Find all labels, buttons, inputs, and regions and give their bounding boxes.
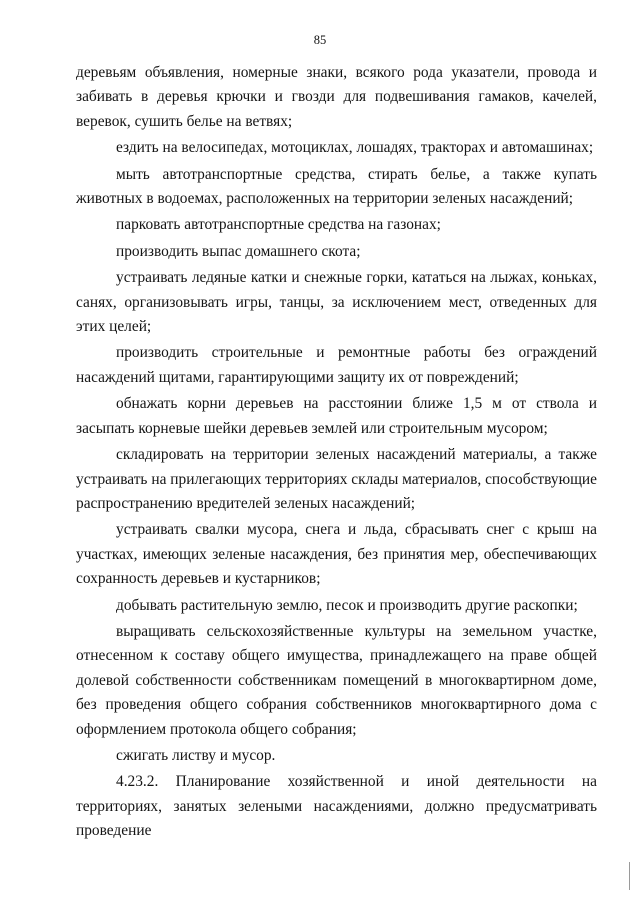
document-body [76, 61, 597, 844]
scan-edge-mark [629, 862, 630, 890]
paragraph-2: ездить на велосипедах, мотоциклах, лошадях, тракторах и автомашинах; [116, 139, 594, 157]
paragraph-12: выращивать сельскохозяйственные культуры на земельном участке, отнесенном к составу общего имущества, принадлежащего на праве общей долевой собственности собственникам помещений в многоквартирном доме, без проведения общего собрания собственников многоквартирного дома с оформлением протокола общего собрания; [76, 622, 597, 738]
paragraph-4: парковать автотранспортные средства на газонах; [116, 216, 441, 234]
paragraph-5: производить выпас домашнего скота; [116, 242, 361, 260]
paragraph-9: складировать на территории зеленых насаждений материалы, а также устраивать на прилегающих территориях склады материалов, способствующие распространению вредителей зеленых насаждений; [76, 446, 597, 512]
paragraph-11: добывать растительную землю, песок и производить другие раскопки; [116, 596, 578, 614]
paragraph-3: мыть автотранспортные средства, стирать белье, а также купать животных в водоемах, расположенных на территории зеленых насаждений; [76, 165, 597, 208]
paragraph-7: производить строительные и ремонтные работы без ограждений насаждений щитами, гарантирующими защиту их от повреждений; [76, 344, 597, 386]
page-number: 85 [313, 33, 327, 47]
paragraph-8: обнажать корни деревьев на расстоянии ближе 1,5 м от ствола и засыпать корневые шейки деревьев землей или строительным мусором; [76, 395, 597, 437]
paragraph-13: сжигать листву и мусор. [116, 746, 276, 764]
paragraph-1: деревьям объявления, номерные знаки, всякого рода указатели, провода и забивать в деревья крючки и гвозди для подвешивания гамаков, качелей, веревок, сушить белье на ветвях; [76, 64, 597, 130]
paragraph-6: устраивать ледяные катки и снежные горки, кататься на лыжах, коньках, санях, организовывать игры, танцы, за исключением мест, отведенных для этих целей; [76, 269, 597, 336]
paragraph-10: устраивать свалки мусора, снега и льда, сбрасывать снег с крыш на участках, имеющих зеленые насаждения, без принятия мер, обеспечивающих сохранность деревьев и кустарников; [76, 521, 597, 588]
paragraph-14: 4.23.2. Планирование хозяйственной и иной деятельности на территориях, занятых зелеными насаждениями, должно предусматривать проведение [76, 773, 597, 840]
